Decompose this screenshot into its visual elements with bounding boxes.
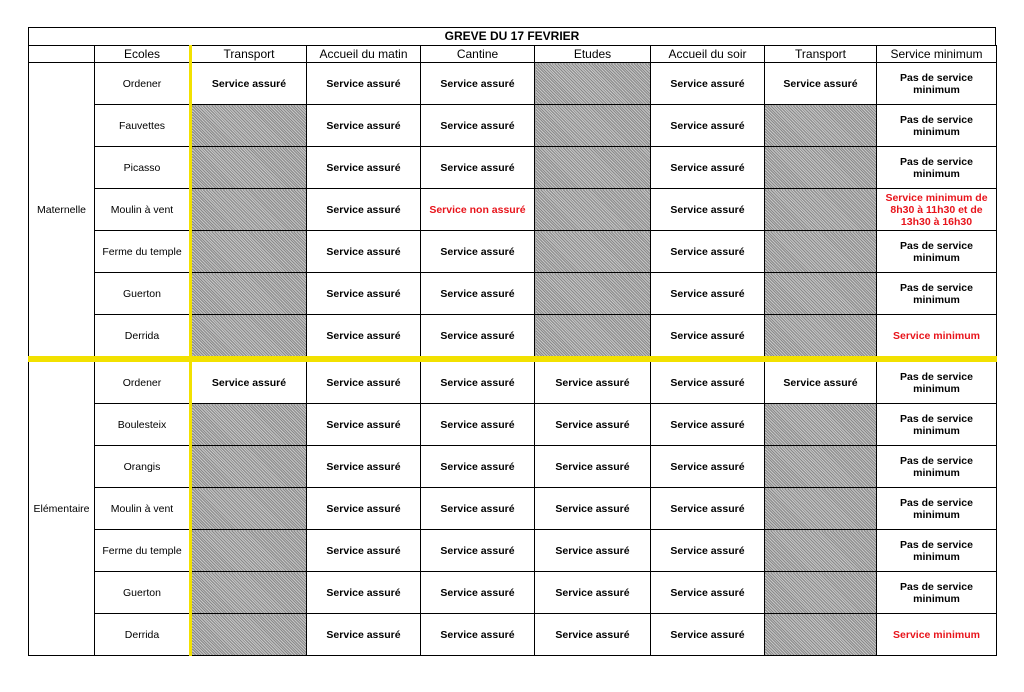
cell-service-minimum: Service minimum: [877, 315, 997, 358]
cell-transport-1-hatched: [191, 404, 307, 446]
cell-service-minimum: Pas de service minimum: [877, 273, 997, 315]
cell-accueil-soir: Service assuré: [651, 231, 765, 273]
cell-transport-1-hatched: [191, 315, 307, 358]
header-accueil-soir: Accueil du soir: [651, 46, 765, 63]
header-cantine: Cantine: [421, 46, 535, 63]
cell-transport-1-hatched: [191, 488, 307, 530]
school-name: Guerton: [95, 572, 191, 614]
cell-cantine: Service non assuré: [421, 189, 535, 231]
strike-service-sheet: [28, 27, 996, 656]
service-table: [28, 45, 997, 656]
school-name: Ferme du temple: [95, 231, 191, 273]
table-row: [29, 614, 997, 656]
school-name: Derrida: [95, 315, 191, 358]
cell-accueil-matin: Service assuré: [307, 361, 421, 404]
cell-etudes: Service assuré: [535, 614, 651, 656]
table-row: [29, 572, 997, 614]
cell-accueil-soir: Service assuré: [651, 273, 765, 315]
cell-cantine: Service assuré: [421, 315, 535, 358]
cell-accueil-soir: Service assuré: [651, 105, 765, 147]
table-row: [29, 273, 997, 315]
cell-etudes-hatched: [535, 231, 651, 273]
cell-accueil-matin: Service assuré: [307, 446, 421, 488]
cell-transport-2-hatched: [765, 614, 877, 656]
table-row: [29, 446, 997, 488]
cell-transport-2: Service assuré: [765, 63, 877, 105]
cell-accueil-matin: Service assuré: [307, 404, 421, 446]
cell-etudes-hatched: [535, 105, 651, 147]
cell-cantine: Service assuré: [421, 614, 535, 656]
cell-cantine: Service assuré: [421, 488, 535, 530]
table-row: [29, 404, 997, 446]
cell-service-minimum: Pas de service minimum: [877, 572, 997, 614]
cell-etudes: Service assuré: [535, 572, 651, 614]
cell-transport-1-hatched: [191, 105, 307, 147]
cell-service-minimum: Service minimum: [877, 614, 997, 656]
cell-accueil-soir: Service assuré: [651, 63, 765, 105]
cell-accueil-soir: Service assuré: [651, 572, 765, 614]
cell-accueil-matin: Service assuré: [307, 231, 421, 273]
cell-transport-2-hatched: [765, 189, 877, 231]
cell-accueil-soir: Service assuré: [651, 147, 765, 189]
school-name: Picasso: [95, 147, 191, 189]
header-service-minimum: Service minimum: [877, 46, 997, 63]
cell-accueil-soir: Service assuré: [651, 361, 765, 404]
table-row: [29, 361, 997, 404]
table-row: [29, 147, 997, 189]
cell-service-minimum: Pas de service minimum: [877, 446, 997, 488]
cell-etudes: Service assuré: [535, 361, 651, 404]
cell-etudes-hatched: [535, 189, 651, 231]
cell-transport-2-hatched: [765, 315, 877, 358]
school-name: Ferme du temple: [95, 530, 191, 572]
cell-etudes-hatched: [535, 315, 651, 358]
table-row: [29, 105, 997, 147]
cell-service-minimum: Pas de service minimum: [877, 404, 997, 446]
cell-service-minimum: Pas de service minimum: [877, 530, 997, 572]
header-accueil-matin: Accueil du matin: [307, 46, 421, 63]
cell-accueil-matin: Service assuré: [307, 63, 421, 105]
cell-service-minimum: Pas de service minimum: [877, 361, 997, 404]
cell-cantine: Service assuré: [421, 361, 535, 404]
cell-accueil-matin: Service assuré: [307, 147, 421, 189]
cell-transport-1-hatched: [191, 572, 307, 614]
cell-accueil-soir: Service assuré: [651, 488, 765, 530]
table-row: [29, 315, 997, 358]
cell-transport-1-hatched: [191, 147, 307, 189]
header-ecoles: Ecoles: [95, 46, 191, 63]
cell-accueil-soir: Service assuré: [651, 614, 765, 656]
header-etudes: Etudes: [535, 46, 651, 63]
table-row: [29, 189, 997, 231]
table-row: [29, 530, 997, 572]
table-row: [29, 231, 997, 273]
cell-cantine: Service assuré: [421, 273, 535, 315]
cell-transport-2-hatched: [765, 147, 877, 189]
cell-transport-2-hatched: [765, 530, 877, 572]
table-row: [29, 488, 997, 530]
cell-transport-2-hatched: [765, 231, 877, 273]
cell-service-minimum: Pas de service minimum: [877, 488, 997, 530]
school-name: Moulin à vent: [95, 189, 191, 231]
cell-etudes: Service assuré: [535, 488, 651, 530]
cell-transport-1-hatched: [191, 614, 307, 656]
header-transport-1: Transport: [191, 46, 307, 63]
cell-accueil-matin: Service assuré: [307, 488, 421, 530]
cell-cantine: Service assuré: [421, 404, 535, 446]
cell-cantine: Service assuré: [421, 572, 535, 614]
cell-accueil-matin: Service assuré: [307, 273, 421, 315]
cell-etudes: Service assuré: [535, 530, 651, 572]
cell-accueil-soir: Service assuré: [651, 404, 765, 446]
cell-accueil-soir: Service assuré: [651, 189, 765, 231]
cell-etudes: Service assuré: [535, 404, 651, 446]
cell-transport-2-hatched: [765, 105, 877, 147]
cell-transport-1: Service assuré: [191, 63, 307, 105]
group-label: Maternelle: [29, 63, 95, 358]
cell-service-minimum: Pas de service minimum: [877, 63, 997, 105]
cell-transport-2-hatched: [765, 404, 877, 446]
header-transport-2: Transport: [765, 46, 877, 63]
cell-service-minimum: Pas de service minimum: [877, 105, 997, 147]
cell-cantine: Service assuré: [421, 231, 535, 273]
table-row: [29, 63, 997, 105]
cell-transport-1: Service assuré: [191, 361, 307, 404]
cell-cantine: Service assuré: [421, 530, 535, 572]
cell-cantine: Service assuré: [421, 147, 535, 189]
cell-transport-2-hatched: [765, 488, 877, 530]
cell-accueil-matin: Service assuré: [307, 105, 421, 147]
sheet-title: GREVE DU 17 FEVRIER: [28, 27, 996, 45]
school-name: Fauvettes: [95, 105, 191, 147]
school-name: Boulesteix: [95, 404, 191, 446]
cell-cantine: Service assuré: [421, 105, 535, 147]
cell-transport-1-hatched: [191, 189, 307, 231]
header-row: [29, 46, 997, 63]
school-name: Ordener: [95, 361, 191, 404]
school-name: Orangis: [95, 446, 191, 488]
cell-transport-2-hatched: [765, 572, 877, 614]
cell-transport-1-hatched: [191, 446, 307, 488]
header-group: [29, 46, 95, 63]
cell-transport-2-hatched: [765, 446, 877, 488]
cell-cantine: Service assuré: [421, 63, 535, 105]
cell-service-minimum: Pas de service minimum: [877, 147, 997, 189]
cell-transport-1-hatched: [191, 231, 307, 273]
group-label: Elémentaire: [29, 361, 95, 656]
table-body: [29, 63, 997, 656]
cell-service-minimum: Service minimum de 8h30 à 11h30 et de 13h30 à 16h30: [877, 189, 997, 231]
cell-accueil-matin: Service assuré: [307, 614, 421, 656]
cell-accueil-matin: Service assuré: [307, 189, 421, 231]
cell-accueil-matin: Service assuré: [307, 315, 421, 358]
cell-transport-2-hatched: [765, 273, 877, 315]
cell-etudes: Service assuré: [535, 446, 651, 488]
cell-accueil-matin: Service assuré: [307, 530, 421, 572]
cell-service-minimum: Pas de service minimum: [877, 231, 997, 273]
cell-accueil-soir: Service assuré: [651, 446, 765, 488]
cell-cantine: Service assuré: [421, 446, 535, 488]
cell-etudes-hatched: [535, 63, 651, 105]
school-name: Ordener: [95, 63, 191, 105]
school-name: Guerton: [95, 273, 191, 315]
school-name: Derrida: [95, 614, 191, 656]
cell-accueil-soir: Service assuré: [651, 315, 765, 358]
school-name: Moulin à vent: [95, 488, 191, 530]
cell-accueil-matin: Service assuré: [307, 572, 421, 614]
cell-accueil-soir: Service assuré: [651, 530, 765, 572]
cell-etudes-hatched: [535, 147, 651, 189]
cell-transport-2: Service assuré: [765, 361, 877, 404]
cell-transport-1-hatched: [191, 273, 307, 315]
cell-transport-1-hatched: [191, 530, 307, 572]
cell-etudes-hatched: [535, 273, 651, 315]
